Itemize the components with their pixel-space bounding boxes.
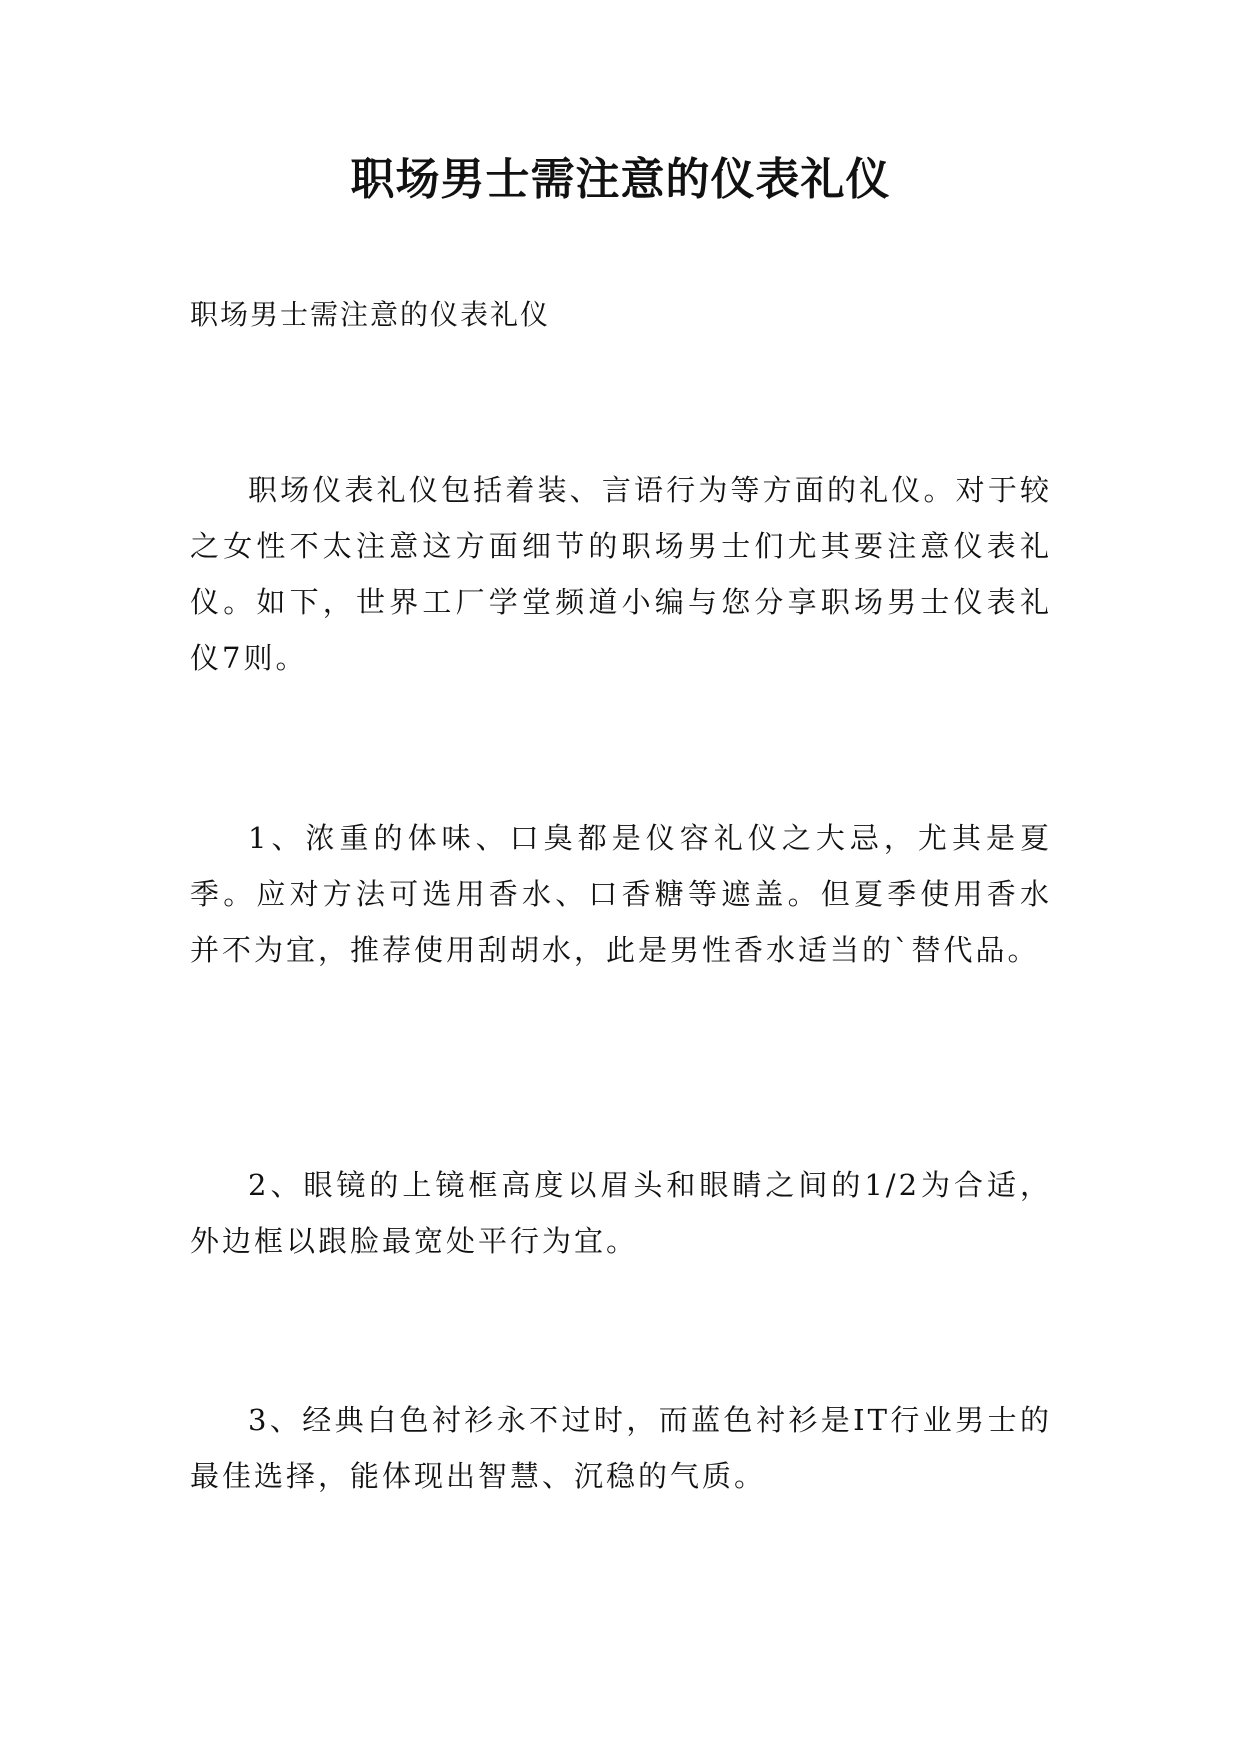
paragraph-intro: 职场仪表礼仪包括着装、言语行为等方面的礼仪。对于较之女性不太注意这方面细节的职场男士们尤其要注意仪表礼仪。如下，世界工厂学堂频道小编与您分享职场男士仪表礼仪7则。 xyxy=(190,473,1052,675)
paragraph-tip-1: 1、浓重的体味、口臭都是仪容礼仪之大忌，尤其是夏季。应对方法可选用香水、口香糖等遮盖。但夏季使用香水并不为宜，推荐使用刮胡水，此是男性香水适当的`替代品。 xyxy=(190,821,1052,967)
paragraph-tip-2: 2、眼镜的上镜框高度以眉头和眼睛之间的1/2为合适，外边框以跟脸最宽处平行为宜。 xyxy=(190,1168,1052,1258)
document-subtitle: 职场男士需注意的仪表礼仪 xyxy=(190,298,551,331)
paragraph-tip-3: 3、经典白色衬衫永不过时，而蓝色衬衫是IT行业男士的最佳选择，能体现出智慧、沉稳的气质。 xyxy=(190,1403,1052,1493)
document-title: 职场男士需注意的仪表礼仪 xyxy=(350,154,891,205)
